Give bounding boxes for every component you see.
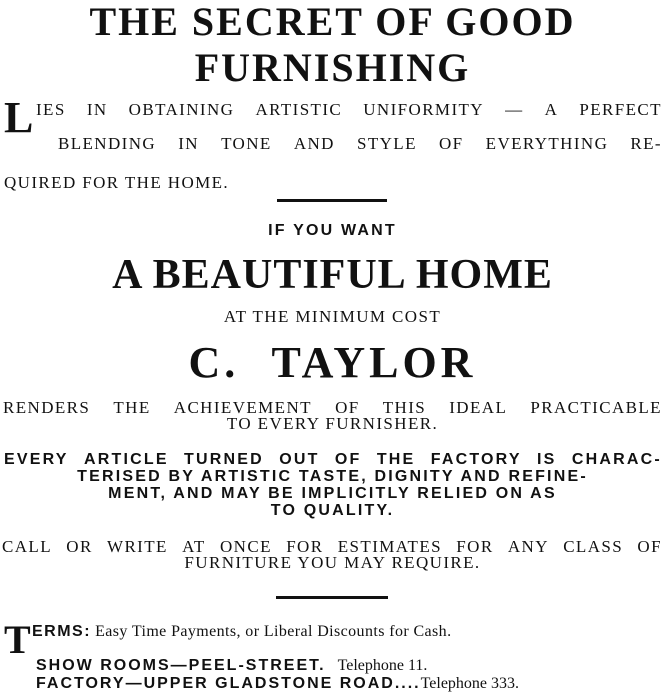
intro-line-2 [58,134,662,154]
terms-line [32,623,451,641]
call-word: AT [182,537,206,556]
intro-word: OF [439,134,464,153]
intro-line-1 [36,100,662,120]
article-word: THE [376,451,416,468]
call-word: ANY [507,537,549,556]
intro-word: BLENDING [58,134,157,153]
intro-word: IN [178,134,199,153]
intro-word: — [505,100,524,119]
divider-rule [276,596,388,599]
intro-word: A [544,100,559,119]
call-word: FOR [456,537,494,556]
show-rooms-telephone: Telephone 11. [337,657,428,674]
renders-line-2: TO EVERY FURNISHER. [226,414,439,433]
call-word: FOR [286,537,324,556]
call-word: OR [66,537,93,556]
renders-word: ACHIEVEMENT [173,398,312,417]
renders-word: PRACTICABLE [530,398,662,417]
headline-line-2: FURNISHING [194,45,471,90]
call-word: OF [637,537,662,556]
article-line-4: TO QUALITY. [270,502,395,519]
article-word: IS [537,451,557,468]
intro-word: TONE [221,134,272,153]
article-word: TURNED [184,451,264,468]
intro-word: RE- [630,134,662,153]
article-line-3: MENT, AND MAY BE IMPLICITLY RELIED ON AS [108,485,557,502]
call-word: WRITE [107,537,168,556]
terms-text: Easy Time Payments, or Liberal Discounts for Cash. [95,623,452,640]
intro-word: IES [36,100,66,119]
article-word: CHARAC- [571,451,662,468]
intro-word: OBTAINING [128,100,235,119]
beautiful-home-heading: A BEAUTIFUL HOME [112,252,553,298]
article-word: OUT [279,451,320,468]
renders-word: IDEAL [449,398,508,417]
factory-address: FACTORY—UPPER GLADSTONE ROAD.... [36,675,421,692]
intro-word: AND [293,134,335,153]
intro-line-3: QUIRED FOR THE HOME. [4,173,230,192]
renders-word: OF [335,398,360,417]
call-word: CALL [2,537,52,556]
terms-label: ERMS: [32,623,92,640]
intro-word: ARTISTIC [255,100,343,119]
article-line-1 [4,451,662,469]
intro-dropcap: L [4,93,34,142]
intro-word: EVERYTHING [485,134,609,153]
article-word: EVERY [4,451,69,468]
show-rooms-address: SHOW ROOMS—PEEL-STREET. [36,657,326,674]
intro-word: STYLE [356,134,417,153]
intro-word: PERFECT [579,100,662,119]
headline-line-1: THE SECRET OF GOOD [89,0,576,44]
minimum-cost: AT THE MINIMUM COST [223,307,442,326]
article-word: ARTICLE [83,451,169,468]
divider-rule [277,199,387,202]
renders-word: THIS [382,398,427,417]
intro-word: IN [86,100,108,119]
merchant-name: C. TAYLOR [188,338,477,387]
call-line-2: FURNITURE YOU MAY REQUIRE. [184,553,481,572]
factory-line [36,675,519,693]
renders-word: RENDERS [3,398,91,417]
call-word: ONCE [220,537,272,556]
factory-telephone: Telephone 333. [420,675,520,692]
intro-word: UNIFORMITY [363,100,484,119]
if-you-want: IF YOU WANT [268,222,397,239]
show-rooms-line [36,657,427,675]
call-word: CLASS [563,537,624,556]
call-word: ESTIMATES [337,537,442,556]
article-word: OF [334,451,362,468]
article-word: FACTORY [430,451,522,468]
article-line-2: TERISED BY ARTISTIC TASTE, DIGNITY AND REFINE- [77,468,588,485]
renders-word: THE [113,398,151,417]
terms-dropcap: T [4,617,31,662]
